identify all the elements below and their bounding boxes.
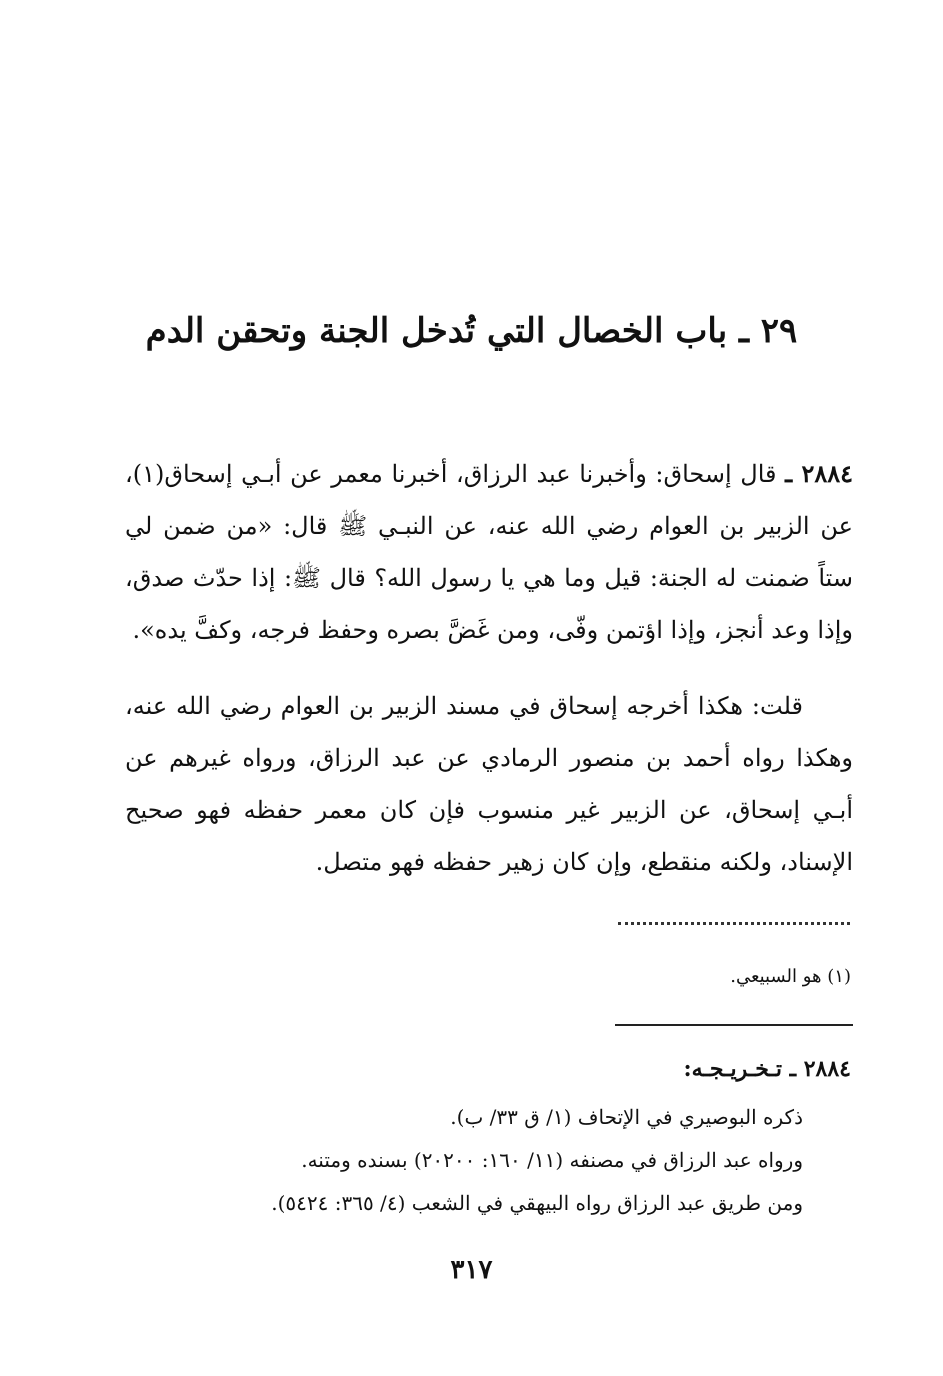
- takhrij-separator: [615, 1024, 853, 1026]
- takhrij-lines: [150, 1096, 803, 1225]
- footnote-divider: [618, 922, 850, 925]
- main-text: [125, 448, 853, 888]
- takhrij-heading: ٢٨٨٤ ـ تـخـريـجـه:: [683, 1056, 851, 1082]
- takhrij-line: ورواه عبد الرزاق في مصنفه (١١/ ١٦٠: ٢٠٢٠٠) بسنده ومتنه.: [301, 1148, 803, 1172]
- takhrij-line: ومن طريق عبد الرزاق رواه البيهقي في الشعب (٤/ ٣٦٥: ٥٤٢٤).: [271, 1191, 803, 1215]
- takhrij-line: ذكره البوصيري في الإتحاف (١/ ق ٣٣/ ب).: [450, 1105, 803, 1129]
- hadith-paragraph: [125, 448, 853, 656]
- commentary-paragraph: قلت: هكذا أخرجه إسحاق في مسند الزبير بن العوام رضي الله عنه، وهكذا رواه أحمد بن منصور الرمادي عن عبد الرزاق، ورواه غيرهم عن أبـي إسحاق، عن الزبير غير منسوب فإن كان معمر حفظه فهو صحيح الإسناد، ولكنه منقطع، وإن كان زهير حفظه فهو متصل.: [125, 692, 854, 876]
- chapter-title: ٢٩ ـ باب الخصال التي تُدخل الجنة وتحقن الدم: [145, 311, 798, 351]
- hadith-number: ٢٨٨٤ ـ: [785, 459, 853, 488]
- page-number: ٣١٧: [450, 1255, 493, 1285]
- footnote: (١) هو السبيعي.: [730, 966, 851, 987]
- hadith-text: قال إسحاق: وأخبرنا عبد الرزاق، أخبرنا معمر عن أبـي إسحاق(١)، عن الزبير بن العوام رضي الله عنه، عن النبـي ﷺ قال: «من ضمن لي ستاً ضمنت له الجنة: قيل وما هي يا رسول الله؟ قال ﷺ: إذا حدّث صدق، وإذا وعد أنجز، وإذا اؤتمن وفّى، ومن غَضَّ بصره وحفظ فرجه، وكفَّ يده».: [125, 460, 853, 644]
